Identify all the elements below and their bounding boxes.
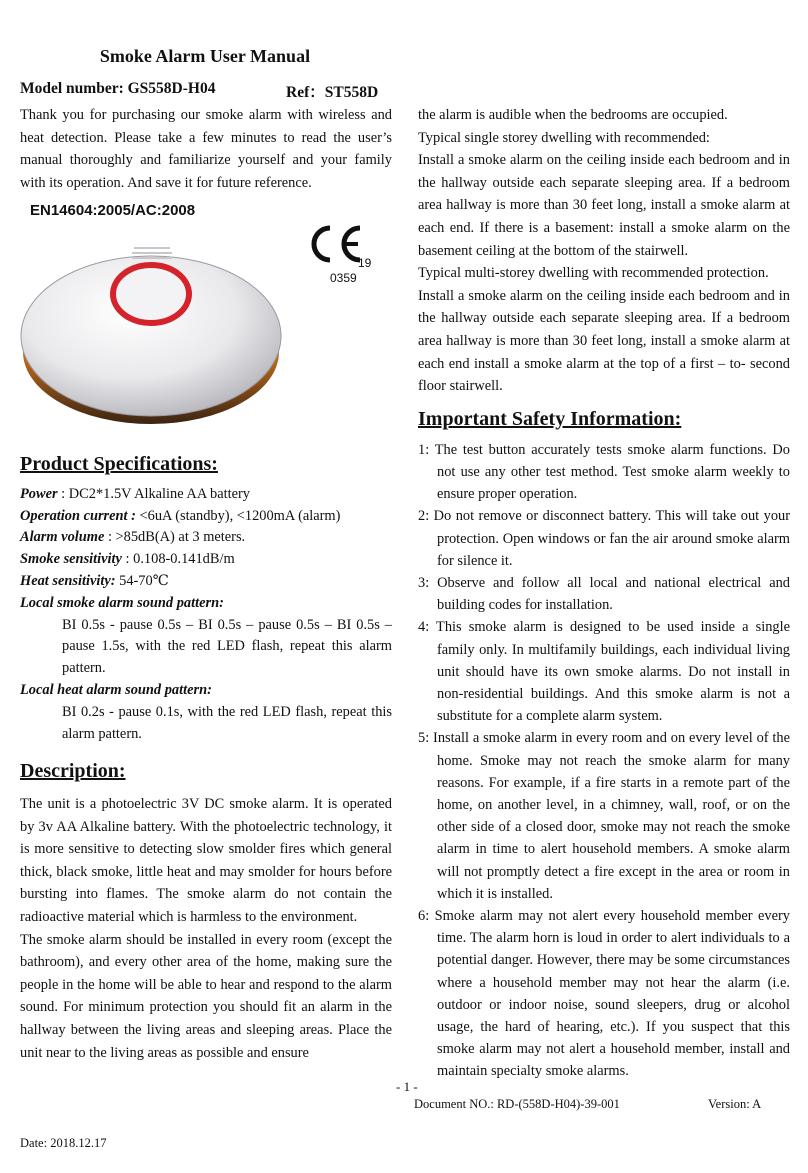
safety-item: 3: Observe and follow all local and national electrical and building codes for installation. — [418, 574, 790, 614]
smoke-alarm-image — [20, 232, 282, 428]
spec-volume-value: : >85dB(A) at 3 meters. — [104, 529, 246, 546]
spec-power-label: Power — [20, 485, 58, 502]
spec-current-label: Operation current : — [20, 507, 136, 524]
spec-smoke-pattern — [20, 593, 392, 615]
specifications-heading: Product Specifications: — [20, 453, 218, 475]
document-date: Date: 2018.12.17 — [20, 1136, 107, 1150]
safety-item: 1: The test button accurately tests smoke alarm functions. Do not use any other test method. Test smoke alarm weekly to ensure proper operation. — [418, 441, 790, 503]
spec-smoke-value: : 0.108-0.141dB/m — [121, 551, 235, 568]
safety-list — [418, 439, 790, 1083]
spec-smoke-pattern-label: Local smoke alarm sound pattern: — [20, 594, 224, 611]
ce-number: 0359 — [330, 271, 357, 285]
safety-heading: Important Safety Information: — [418, 407, 682, 430]
document-number: Document NO.: RD-(558D-H04)-39-001 — [414, 1097, 620, 1111]
right-paragraph-5: Install a smoke alarm on the ceiling inside each bedroom and in the hallway outside each separate sleeping area. If a bedroom area hallway is more than 30 feet long, install a smoke alarm at each end install a smoke alarm at the top of a first – to- second floor stairwell. — [418, 287, 790, 395]
ref-number: Ref：ST558D — [286, 84, 379, 101]
description-heading: Description: — [20, 760, 126, 782]
spec-heat-label: Heat sensitivity: — [20, 572, 116, 589]
spec-heat — [20, 571, 392, 593]
ce-suffix: 19 — [358, 256, 372, 270]
safety-item: 2: Do not remove or disconnect battery. This will take out your protection. Open windows or fan the air around smoke alarm for silence it. — [418, 508, 790, 569]
description-section — [20, 760, 392, 1064]
spec-volume — [20, 527, 392, 549]
safety-item: 5: Install a smoke alarm in every room and on every level of the home. Smoke may not reach the smoke alarm for many reasons. For example, if a fire starts in a remote part of the home, on another level, in a chimney, wall, roof, or on the other side of a closed door, smoke may not reach the smoke alarm in time to alert household members. A smoke alarm will not promptly detect a fire except in the area or room in which it is installed. — [418, 730, 790, 902]
safety-item: 6: Smoke alarm may not alert every household member every time. The alarm horn is loud in order to alert individuals to a potential danger. However, there may be some circumstances where a household member may not hear the alarm (i.e. outdoor or indoor noise, sound sleepers, drug or alcohol usage, the hard of hearing, etc.). If you suspect that this smoke alarm may not alert a household member, install and maintain specialty smoke alarms. — [418, 907, 790, 1080]
description-paragraph-2: The smoke alarm should be installed in every room (except the bathroom), and every other area of the home, making sure the people in the home will be able to hear and respond to the alarm sound. For minimum protection you should fit an alarm in the hallway between the living areas and sleeping areas. Place the unit near to the living areas as possible and ensure — [20, 931, 392, 1061]
right-paragraph-4: Typical multi-storey dwelling with recommended protection. — [418, 265, 769, 282]
safety-item: 4: This smoke alarm is designed to be used inside a single family only. In multifamily buildings, each individual living unit should have its own smoke alarms. Do not install in non-residential buildings. And this smoke alarm is not a substitute for a complete alarm system. — [418, 619, 790, 725]
right-column — [418, 104, 790, 1083]
spec-volume-label: Alarm volume — [20, 529, 105, 546]
spec-power-value: : DC2*1.5V Alkaline AA battery — [57, 485, 250, 502]
spec-heat-pattern-label: Local heat alarm sound pattern: — [20, 681, 212, 698]
specifications-section — [20, 453, 392, 745]
page-number: - 1 - — [396, 1079, 418, 1094]
spec-heat-pattern-value: BI 0.2s - pause 0.1s, with the red LED flash, repeat this alarm pattern. — [62, 703, 392, 742]
description-paragraph-1: The unit is a photoelectric 3V DC smoke alarm. It is operated by 3v AA Alkaline battery. With the photoelectric technology, it is more sensitive to detecting slow smolder fires which general thick, black smoke, little heat and may smolder for hours before bursting into flames. The smoke alarm do not contain the radioactive material which is harmless to the environment. — [20, 796, 392, 925]
page-title: Smoke Alarm User Manual — [99, 46, 311, 66]
intro-paragraph: Thank you for purchasing our smoke alarm with wireless and heat detection. Please take a few minutes to read the user’s manual thoroughly and familiarize yourself and your family with its operation. And save it for future reference. — [20, 107, 392, 191]
right-paragraph-2: Typical single storey dwelling with recommended: — [418, 129, 710, 146]
spec-current-value: <6uA (standby), <1200mA (alarm) — [135, 507, 341, 524]
spec-smoke-label: Smoke sensitivity — [20, 551, 122, 568]
spec-heat-pattern — [20, 680, 392, 702]
spec-smoke-pattern-value: BI 0.5s - pause 0.5s – BI 0.5s – pause 0.5s – BI 0.5s – pause 1.5s, with the red LED flash, repeat this alarm pattern. — [62, 616, 392, 677]
spec-heat-value: 54-70℃ — [115, 572, 169, 589]
spec-power — [20, 484, 392, 506]
model-row — [20, 80, 392, 101]
spec-current — [20, 506, 392, 528]
intro-block — [20, 104, 392, 194]
standard-label: EN14604:2005/AC:2008 — [30, 202, 196, 219]
model-number: Model number: GS558D-H04 — [20, 80, 216, 97]
right-paragraph-3: Install a smoke alarm on the ceiling inside each bedroom and in the hallway outside each separate sleeping area. If a bedroom area hallway is more than 30 feet long, install a smoke alarm at each end. If there is a basement: install a smoke alarm on the basement ceiling at the bottom of the stairwell. — [418, 152, 790, 259]
right-paragraph-1: the alarm is audible when the bedrooms are occupied. — [418, 107, 728, 123]
spec-smoke — [20, 549, 392, 571]
document-version: Version: A — [708, 1097, 762, 1111]
